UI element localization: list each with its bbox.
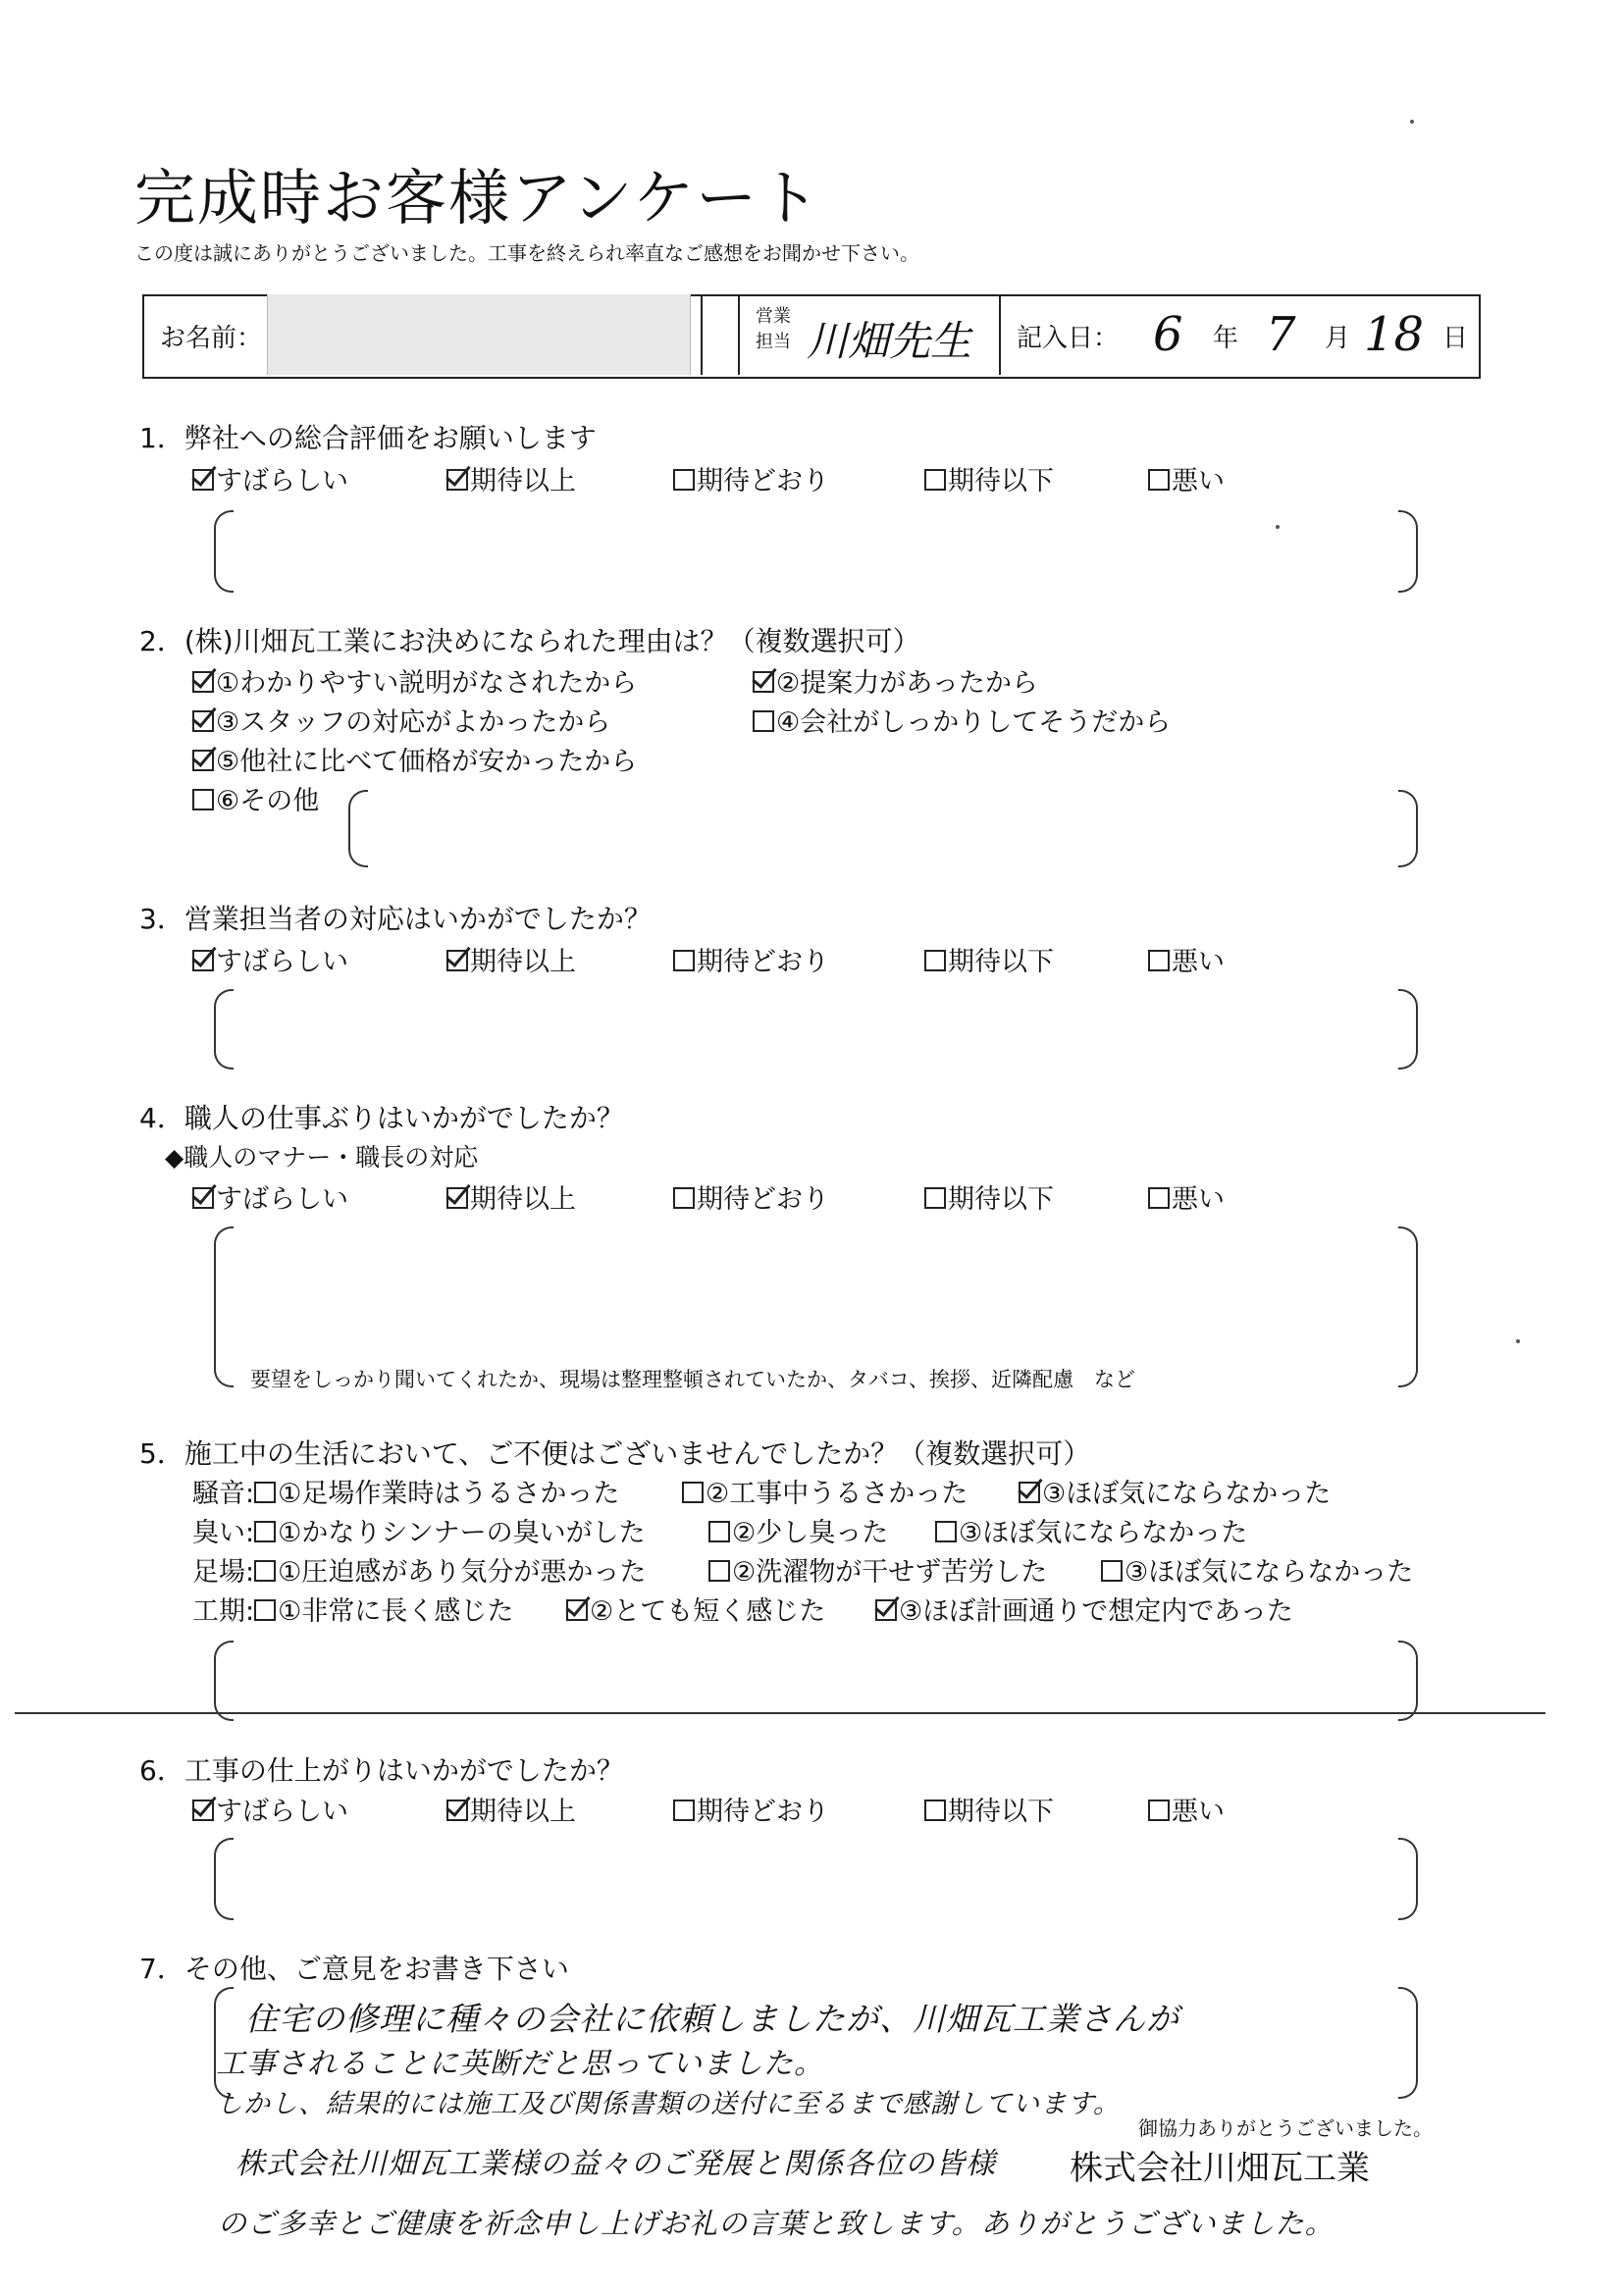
q5-noise-option-3[interactable]: ③ほぼ気にならなかった (1019, 1472, 1331, 1510)
divider (738, 294, 740, 375)
q1-option-4[interactable]: 期待以下 (924, 459, 1054, 497)
q2-option-5[interactable]: ⑤他社に比べて価格が安かったから (192, 740, 637, 778)
q3-option-5[interactable]: 悪い (1148, 940, 1225, 978)
q5-row-label: 足場: (192, 1557, 255, 1588)
q4-subtitle: ◆職人のマナー・職長の対応 (165, 1143, 479, 1172)
checkbox-icon[interactable] (1148, 1187, 1170, 1209)
comment-bracket-left (214, 1641, 234, 1721)
checkbox-icon[interactable] (753, 671, 774, 693)
comment-bracket-left (214, 989, 234, 1070)
checkbox-icon[interactable] (682, 1482, 704, 1503)
q2-option-2[interactable]: ②提案力があったから (753, 661, 1038, 700)
name-label: お名前： (160, 324, 263, 353)
divider (701, 294, 703, 375)
scan-speck (1410, 120, 1414, 124)
comment-line-5: のご多幸とご健康を祈念申し上げお礼の言葉と致します。ありがとうございました。 (218, 2207, 1334, 2240)
q5-row-smell: 臭い: ①かなりシンナーの臭いがした (192, 1518, 646, 1548)
thanks-text: 御協力ありがとうございました。 (1138, 2116, 1433, 2140)
q2-option-6[interactable]: ⑥その他 (192, 779, 319, 817)
q5-row-noise: 騒音: ①足場作業時はうるさかった (192, 1479, 620, 1509)
checkbox-icon[interactable] (192, 950, 214, 971)
q4-option-1[interactable]: すばらしい (192, 1177, 348, 1216)
date-month-unit: 月 (1325, 324, 1351, 353)
checkbox-icon[interactable] (192, 789, 214, 810)
checkbox-icon[interactable] (192, 750, 214, 771)
q6-option-4[interactable]: 期待以下 (924, 1790, 1054, 1828)
checkbox-icon[interactable] (446, 1187, 468, 1209)
company-name: 株式会社川畑瓦工業 (1070, 2149, 1370, 2188)
q6-option-2[interactable]: 期待以上 (446, 1790, 576, 1828)
comment-bracket-left (214, 1226, 234, 1387)
comment-bracket-right (1398, 1641, 1418, 1721)
checkbox-icon[interactable] (1148, 950, 1170, 971)
checkbox-icon[interactable] (192, 469, 214, 491)
checkbox-icon[interactable] (1101, 1560, 1123, 1582)
checkbox-icon[interactable] (708, 1560, 730, 1582)
checkbox-icon[interactable] (192, 1187, 214, 1209)
checkbox-icon[interactable] (254, 1482, 276, 1503)
q6-option-3[interactable]: 期待どおり (673, 1790, 829, 1828)
checkbox-icon[interactable] (708, 1521, 730, 1542)
checkbox-icon[interactable] (1148, 1800, 1170, 1821)
q4-option-5[interactable]: 悪い (1148, 1177, 1225, 1216)
q3-title: 3．営業担当者の対応はいかがでしたか？ (139, 903, 652, 935)
q1-option-3[interactable]: 期待どおり (673, 459, 829, 497)
q4-option-2[interactable]: 期待以上 (446, 1177, 576, 1216)
checkbox-icon[interactable] (1019, 1482, 1040, 1503)
checkbox-icon[interactable] (192, 671, 214, 693)
checkbox-icon[interactable] (924, 1187, 946, 1209)
q5-row-period: 工期: ①非常に長く感じた (192, 1596, 514, 1627)
date-label: 記入日： (1017, 324, 1120, 353)
q6-option-1[interactable]: すばらしい (192, 1790, 348, 1828)
comment-bracket-right (1398, 1838, 1418, 1920)
date-day: 18 (1364, 307, 1425, 362)
q2-option-3[interactable]: ③スタッフの対応がよかったから (192, 701, 610, 739)
q4-note: 要望をしっかり聞いてくれたか、現場は整理整頓されていたか、タバコ、挨拶、近隣配慮 など (250, 1368, 1135, 1391)
q5-period-option-2[interactable]: ②とても短く感じた (566, 1590, 825, 1628)
comment-bracket-right (1398, 790, 1418, 867)
q4-option-4[interactable]: 期待以下 (924, 1177, 1054, 1216)
checkbox-icon[interactable] (673, 1187, 695, 1209)
checkbox-icon[interactable] (446, 950, 468, 971)
q1-option-5[interactable]: 悪い (1148, 459, 1225, 497)
checkbox-icon[interactable] (566, 1599, 588, 1621)
checkbox-icon[interactable] (673, 950, 695, 971)
checkbox-icon[interactable] (924, 950, 946, 971)
checkbox-icon[interactable] (446, 1800, 468, 1821)
date-year-unit: 年 (1213, 324, 1239, 353)
q2-option-4[interactable]: ④会社がしっかりしてそうだから (753, 701, 1171, 739)
q2-title: 2．(株)川畑瓦工業にお決めになられた理由は？（複数選択可） (139, 625, 920, 657)
q3-option-2[interactable]: 期待以上 (446, 940, 576, 978)
q5-noise-option-2[interactable]: ②工事中うるさかった (682, 1472, 968, 1510)
q1-option-2[interactable]: 期待以上 (446, 459, 576, 497)
q5-smell-option-2[interactable]: ②少し臭った (708, 1511, 888, 1549)
q5-row-label: 臭い: (192, 1518, 255, 1548)
page-title: 完成時お客様アンケート (134, 162, 822, 234)
q5-row-label: 工期: (192, 1596, 255, 1627)
q6-title: 6．工事の仕上がりはいかがでしたか？ (139, 1754, 624, 1787)
checkbox-icon[interactable] (673, 469, 695, 491)
comment-bracket-right (1398, 1226, 1418, 1387)
comment-line-2: 工事されることに英断だと思っていました。 (216, 2047, 824, 2081)
q1-option-1[interactable]: すばらしい (192, 459, 348, 497)
checkbox-icon[interactable] (924, 469, 946, 491)
q3-option-3[interactable]: 期待どおり (673, 940, 829, 978)
comment-line-4: 株式会社川畑瓦工業様の益々のご発展と関係各位の皆様 (235, 2147, 996, 2181)
checkbox-icon[interactable] (192, 710, 214, 732)
comment-line-3: しかし、結果的には施工及び関係書類の送付に至るまで感謝しています。 (216, 2089, 1121, 2119)
q7-title: 7．その他、ご意見をお書き下さい (139, 1953, 569, 1985)
checkbox-icon[interactable] (254, 1599, 276, 1621)
sales-label-line2: 担当 (756, 332, 791, 352)
date-day-unit: 日 (1442, 324, 1469, 353)
checkbox-icon[interactable] (254, 1521, 276, 1542)
q4-title: 4．職人の仕事ぶりはいかがでしたか？ (139, 1102, 624, 1134)
sales-person-handwritten: 川畑先生 (807, 317, 972, 365)
checkbox-icon[interactable] (753, 710, 774, 732)
q5-title: 5．施工中の生活において、ご不便はございませんでしたか？（複数選択可） (139, 1437, 1091, 1470)
divider (999, 294, 1001, 375)
scan-fold-line (15, 1712, 1545, 1714)
q5-scaffold-option-3[interactable]: ③ほぼ気にならなかった (1101, 1550, 1413, 1589)
checkbox-icon[interactable] (192, 1800, 214, 1821)
q3-option-1[interactable]: すばらしい (192, 940, 348, 978)
q5-row-label: 騒音: (192, 1479, 255, 1509)
comment-bracket-right (1398, 1987, 1418, 2099)
date-month: 7 (1266, 307, 1296, 362)
comment-bracket-left (214, 1838, 234, 1920)
comment-bracket-right (1398, 510, 1418, 593)
q2-option-1[interactable]: ①わかりやすい説明がなされたから (192, 661, 637, 700)
checkbox-icon[interactable] (254, 1560, 276, 1582)
q5-period-option-3[interactable]: ③ほぼ計画通りで想定内であった (875, 1590, 1293, 1628)
q6-option-5[interactable]: 悪い (1148, 1790, 1225, 1828)
q5-row-scaffold: 足場: ①圧迫感があり気分が悪かった (192, 1557, 647, 1588)
checkbox-icon[interactable] (924, 1800, 946, 1821)
name-field-redacted (267, 294, 691, 375)
date-year: 6 (1153, 307, 1183, 362)
comment-line-1: 住宅の修理に種々の会社に依頼しましたが、川畑瓦工業さんが (245, 2000, 1179, 2038)
page-subtitle: この度は誠にありがとうございました。工事を終えられ率直なご感想をお聞かせ下さい。 (134, 241, 919, 265)
checkbox-icon[interactable] (673, 1800, 695, 1821)
comment-bracket-right (1398, 989, 1418, 1070)
checkbox-icon[interactable] (446, 469, 468, 491)
comment-bracket-left (348, 790, 368, 867)
scan-speck (1516, 1339, 1520, 1343)
scan-speck (1276, 525, 1280, 529)
q4-option-3[interactable]: 期待どおり (673, 1177, 829, 1216)
checkbox-icon[interactable] (875, 1599, 897, 1621)
q5-scaffold-option-2[interactable]: ②洗濯物が干せず苦労した (708, 1550, 1047, 1589)
q5-smell-option-3[interactable]: ③ほぼ気にならなかった (935, 1511, 1247, 1549)
checkbox-icon[interactable] (935, 1521, 957, 1542)
sales-label-line1: 営業 (756, 306, 791, 327)
checkbox-icon[interactable] (1148, 469, 1170, 491)
q3-option-4[interactable]: 期待以下 (924, 940, 1054, 978)
q1-title: 1．弊社への総合評価をお願いします (139, 422, 597, 454)
comment-bracket-left (214, 510, 234, 593)
